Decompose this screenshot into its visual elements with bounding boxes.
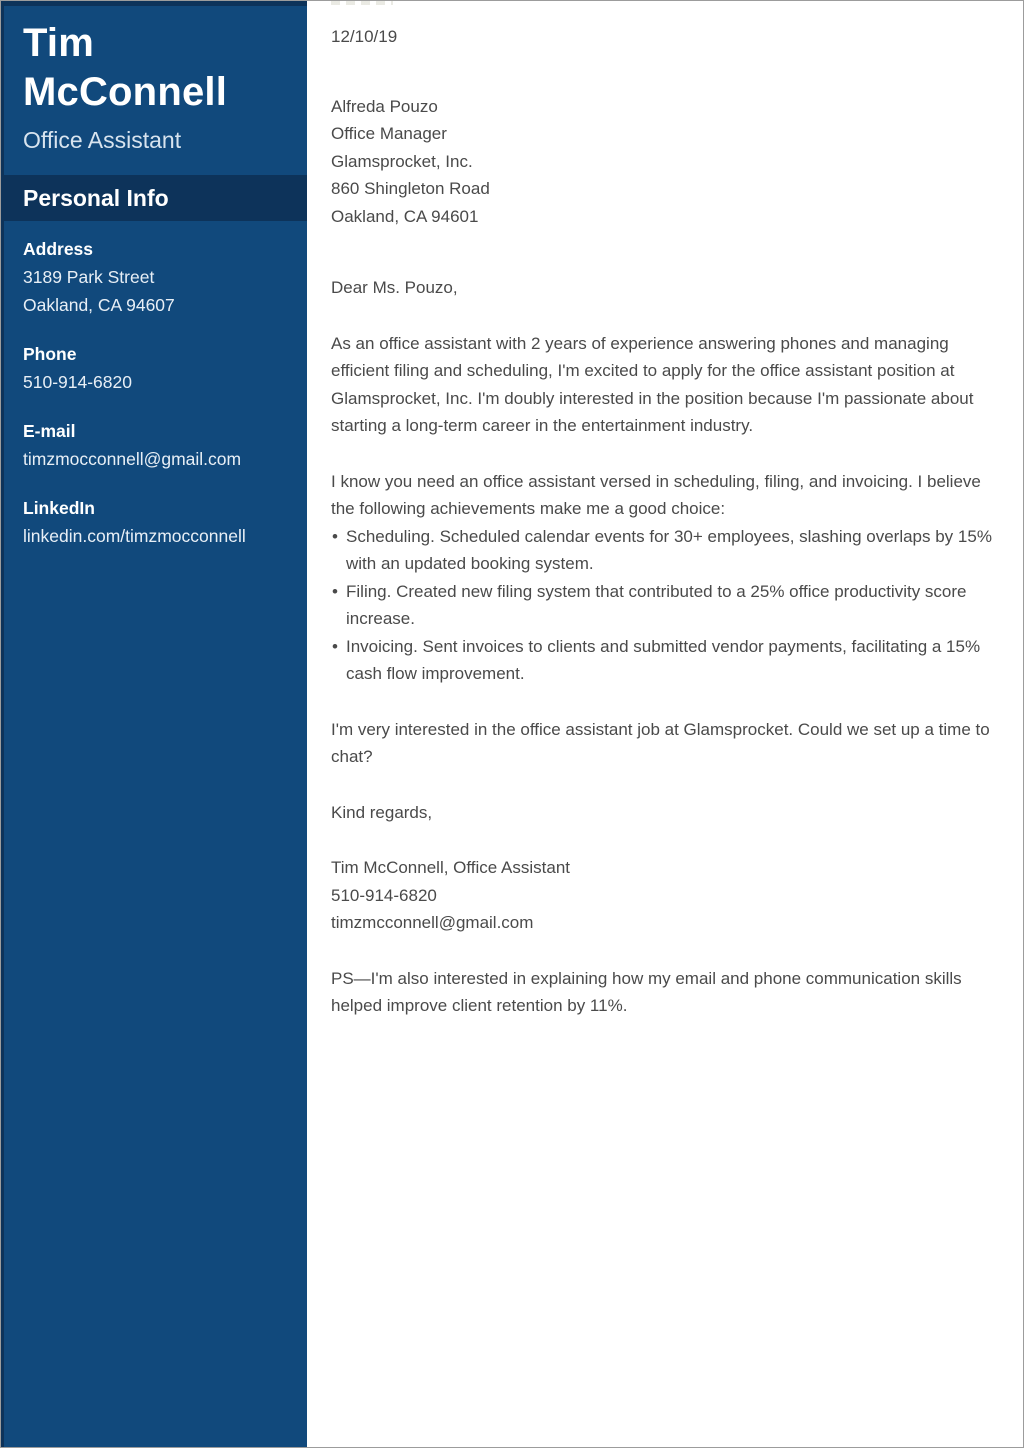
candidate-job-title: Office Assistant bbox=[23, 127, 182, 153]
linkedin-value: linkedin.com/timzmocconnell bbox=[23, 526, 246, 546]
list-item bbox=[331, 578, 1003, 633]
sidebar bbox=[1, 1, 307, 1447]
signature-email: timzmcconnell@gmail.com bbox=[331, 913, 534, 932]
bullet-text: Scheduling. Scheduled calendar events for 30+ employees, slashing overlaps by 15% with an updated booking system. bbox=[346, 526, 992, 573]
address-label: Address bbox=[23, 239, 94, 259]
recipient-city: Oakland, CA 94601 bbox=[331, 206, 479, 226]
email-value: timzmocconnell@gmail.com bbox=[23, 449, 242, 469]
personal-info-fields bbox=[4, 235, 307, 550]
email-field bbox=[23, 417, 297, 473]
personal-info-title: Personal Info bbox=[23, 184, 169, 211]
candidate-first-name: Tim bbox=[23, 21, 94, 65]
achievement-list bbox=[331, 523, 1003, 688]
email-label: E-mail bbox=[23, 421, 76, 441]
recipient-block bbox=[331, 93, 1003, 231]
salutation: Dear Ms. Pouzo, bbox=[331, 278, 458, 297]
paragraph-intro: As an office assistant with 2 years of experience answering phones and managing efficient filing and scheduling, I'm excited to apply for the office assistant position at Glamsprocket, Inc. I'm doubly interested in the position because I'm passionate about starting a long-term career in the entertainment industry. bbox=[331, 333, 974, 435]
phone-field bbox=[23, 340, 297, 396]
paragraph-achievements-lead: I know you need an office assistant versed in scheduling, filing, and invoicing. I believe the following achievements make me a good choice: bbox=[331, 471, 981, 518]
paragraph-call-to-action: I'm very interested in the office assistant job at Glamsprocket. Could we set up a time to chat? bbox=[331, 719, 990, 766]
recipient-name: Alfreda Pouzo bbox=[331, 96, 438, 116]
linkedin-label: LinkedIn bbox=[23, 498, 95, 518]
signature-name: Tim McConnell, Office Assistant bbox=[331, 858, 571, 877]
list-item bbox=[331, 523, 1003, 578]
signature-block bbox=[331, 854, 1003, 937]
address-line: Oakland, CA 94607 bbox=[23, 295, 175, 315]
list-item bbox=[331, 633, 1003, 688]
bullet-icon: • bbox=[332, 526, 338, 546]
letter-date: 12/10/19 bbox=[331, 27, 398, 46]
bullet-icon: • bbox=[332, 581, 338, 601]
candidate-last-name: McConnell bbox=[23, 70, 228, 114]
recipient-company: Glamsprocket, Inc. bbox=[331, 151, 473, 171]
recipient-street: 860 Shingleton Road bbox=[331, 179, 490, 198]
bullet-icon: • bbox=[332, 636, 338, 656]
phone-value: 510-914-6820 bbox=[23, 372, 132, 392]
recipient-title: Office Manager bbox=[331, 124, 447, 143]
sign-off: Kind regards, bbox=[331, 802, 433, 822]
bullet-text: Invoicing. Sent invoices to clients and submitted vendor payments, facilitating a 15% cash flow improvement. bbox=[346, 636, 981, 683]
linkedin-field bbox=[23, 494, 297, 550]
personal-info-section-header bbox=[1, 175, 307, 221]
postscript: PS—I'm also interested in explaining how my email and phone communication skills helped improve client retention by 11%. bbox=[331, 968, 962, 1015]
candidate-name bbox=[23, 19, 293, 117]
signature-phone: 510-914-6820 bbox=[331, 885, 437, 905]
address-line: 3189 Park Street bbox=[23, 267, 155, 287]
clipped-text-remnant bbox=[331, 1, 393, 5]
bullet-text: Filing. Created new filing system that contributed to a 25% office productivity score increase. bbox=[346, 581, 967, 628]
letter-body bbox=[331, 1, 1003, 1020]
phone-label: Phone bbox=[23, 344, 77, 364]
address-field bbox=[23, 235, 297, 319]
